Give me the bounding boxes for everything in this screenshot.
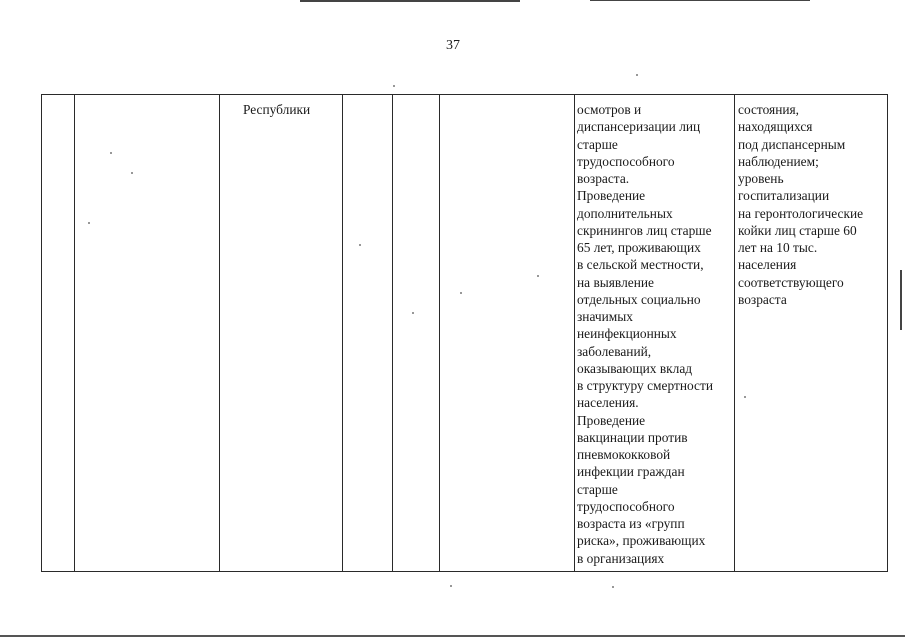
scan-speck	[450, 585, 452, 587]
scan-speck	[636, 74, 638, 76]
page-number: 37	[446, 38, 460, 53]
column-divider	[74, 95, 75, 571]
scan-top-edge-right	[590, 0, 810, 1]
column-divider	[392, 95, 393, 571]
scan-speck	[88, 222, 90, 224]
scan-speck	[412, 312, 414, 314]
indicator-cell: состояния, находящихся под диспансерным наблюдением; уровень госпитализации на геронтологические койки лиц старше 60 лет на 10 тыс. населения соответствующего возраста	[738, 102, 864, 307]
column-divider	[342, 95, 343, 571]
document-table	[41, 94, 888, 572]
scan-speck	[359, 244, 361, 246]
scan-bottom-edge	[0, 635, 905, 637]
measures-cell: осмотров и диспансеризации лиц старше трудоспособного возраста. Проведение дополнительных скринингов лиц старше 65 лет, проживающих в сельской местности, на выявление отдельных социально значимых неинфекционных заболеваний, оказывающих вклад в структуру смертности населения. Проведение вакцинации против пневмококковой инфекции граждан старше трудоспособного возраста из «групп риска», проживающих в организациях	[577, 102, 713, 566]
column-divider	[439, 95, 440, 571]
scan-right-edge	[900, 270, 902, 330]
scan-speck	[460, 292, 462, 294]
region-cell: Республики	[243, 102, 311, 117]
column-divider	[219, 95, 220, 571]
scan-speck	[393, 85, 395, 87]
scan-speck	[744, 396, 746, 398]
column-divider	[574, 95, 575, 571]
scan-speck	[131, 172, 133, 174]
scan-speck	[612, 586, 614, 588]
scan-speck	[537, 275, 539, 277]
scan-speck	[110, 152, 112, 154]
scan-top-edge	[300, 0, 520, 2]
